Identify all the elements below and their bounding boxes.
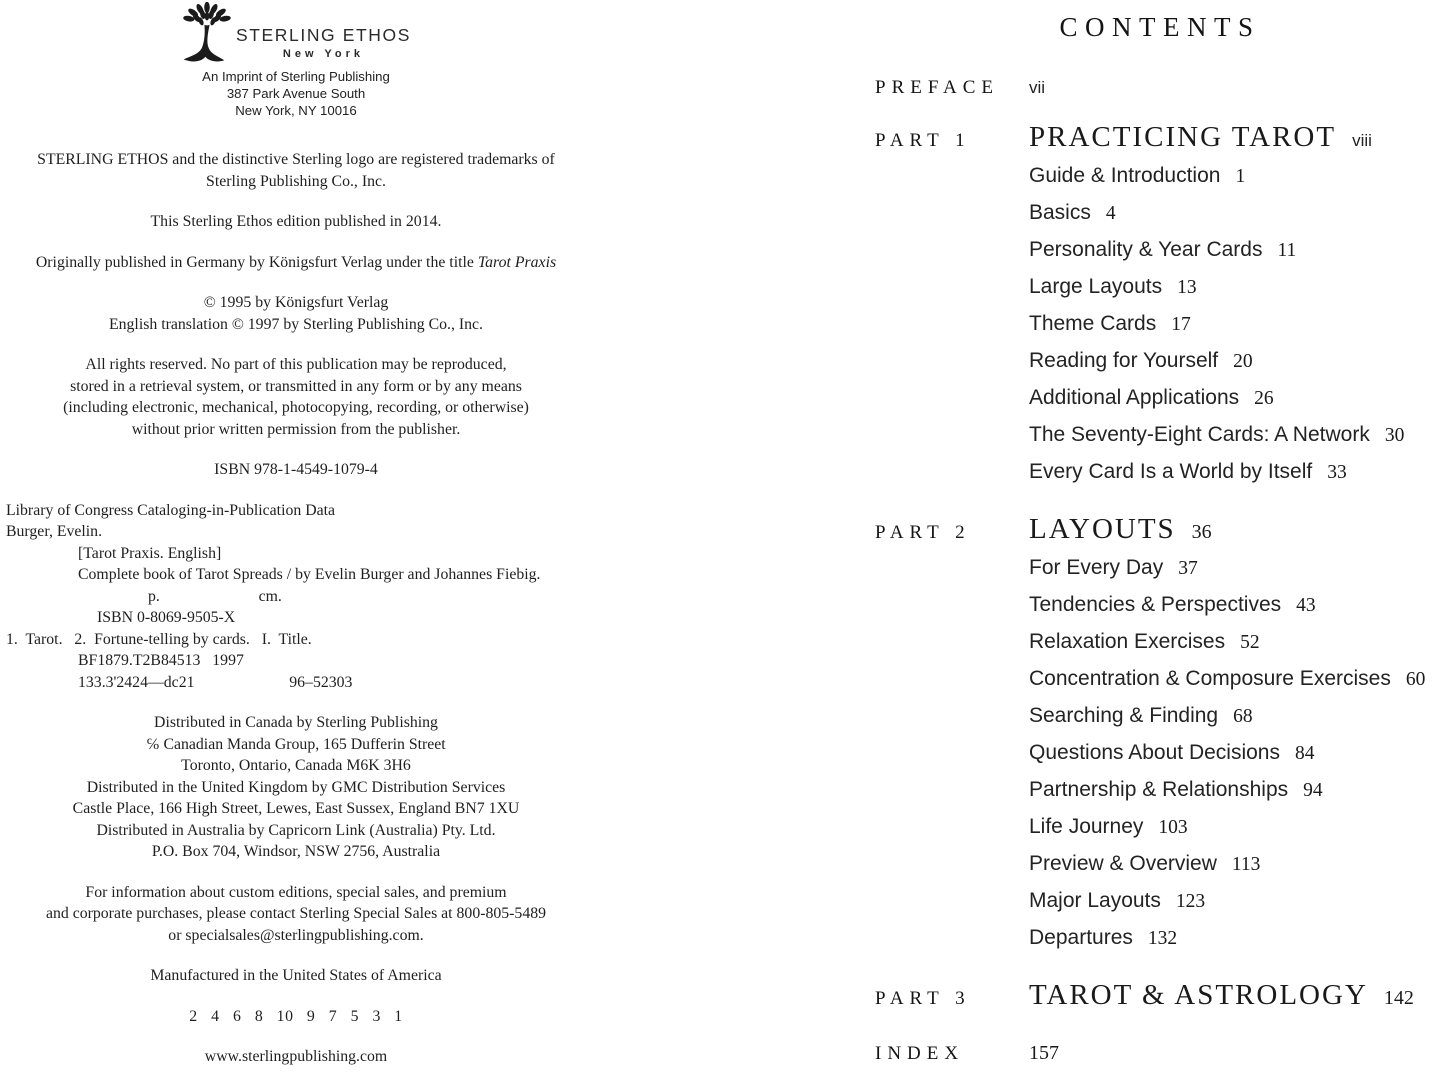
toc-item-title: The Seventy-Eight Cards: A Network: [1029, 423, 1370, 446]
toc-item: [875, 269, 1445, 306]
text-line: 2 4 6 8 10 9 7 5 3 1: [189, 1007, 403, 1025]
text-line: [0, 252, 592, 274]
toc-part-label: PART 1: [875, 130, 971, 151]
text-line: Castle Place, 166 High Street, Lewes, East Sussex, England BN7 1XU: [72, 800, 520, 818]
toc-entry-page: 157: [1029, 1042, 1059, 1064]
toc-item-cell: [1029, 380, 1445, 417]
toc-item-cell: [1029, 195, 1445, 232]
print-run-line: [0, 1006, 592, 1028]
text-line: Burger, Evelin.: [6, 523, 103, 541]
toc-item-cell: [1029, 232, 1445, 269]
toc-part-header: [875, 513, 1445, 546]
toc-item-cell: [1029, 920, 1445, 957]
toc-item: [875, 306, 1445, 343]
toc-item-cell: [1029, 883, 1445, 920]
toc-item-page: 26: [1254, 388, 1274, 409]
toc-item-page: 94: [1303, 780, 1323, 801]
text-line: English translation © 1997 by Sterling Publishing Co., Inc.: [108, 315, 483, 333]
tree-trunk: [184, 25, 225, 62]
toc-item-cell: [1029, 158, 1445, 195]
toc-entry-preface: [875, 77, 1445, 99]
toc-item-cell: [1029, 343, 1445, 380]
toc-part-title: LAYOUTS: [1029, 513, 1176, 545]
toc-item-page: 52: [1240, 632, 1260, 653]
toc-item-page: 1: [1235, 166, 1246, 187]
text-segment: Originally published in Germany by Königsfurt Verlag under the title: [35, 253, 478, 271]
text-line: or specialsales@sterlingpublishing.com.: [168, 926, 424, 944]
text-line: Manufactured in the United States of America: [150, 967, 442, 985]
toc-part-title: PRACTICING TAROT: [1029, 121, 1337, 153]
toc-item: [875, 920, 1445, 957]
toc-item-title: Life Journey: [1029, 815, 1144, 838]
toc-item-title: Every Card Is a World by Itself: [1029, 460, 1313, 483]
toc-item-cell: [1029, 417, 1445, 454]
copyright-lines: [0, 292, 592, 335]
toc-item-title: Concentration & Composure Exercises: [1029, 667, 1391, 690]
text-line: Complete book of Tarot Spreads / by Evelin Burger and Johannes Fiebig.: [78, 566, 541, 584]
text-line: stored in a retrieval system, or transmitted in any form or by any means: [70, 377, 522, 395]
toc-item-page: 4: [1105, 203, 1116, 224]
toc-item-cell: [1029, 306, 1445, 343]
toc-item: [875, 417, 1445, 454]
toc-item-title: Partnership & Relationships: [1029, 778, 1289, 801]
toc-part-page: 36: [1191, 521, 1212, 543]
toc-item-cell: [1029, 454, 1445, 491]
imprint-line: An Imprint of Sterling Publishing: [202, 69, 390, 84]
toc-part-title-cell: [1029, 513, 1445, 546]
toc-item-page: 17: [1171, 314, 1191, 335]
trademark-notice: [0, 149, 592, 192]
text-line: ℅ Canadian Manda Group, 165 Dufferin Street: [146, 735, 446, 753]
toc-item-title: Questions About Decisions: [1029, 741, 1280, 764]
copyright-page: [0, 0, 592, 1087]
toc-item: [875, 735, 1445, 772]
text-line: ISBN 978-1-4549-1079-4: [214, 461, 378, 479]
toc-item-title: Theme Cards: [1029, 312, 1157, 335]
imprint-line: New York, NY 10016: [235, 102, 357, 118]
toc-item: [875, 809, 1445, 846]
toc-item: [875, 772, 1445, 809]
toc-entry-label: INDEX: [875, 1043, 965, 1064]
distribution-info: [0, 712, 592, 863]
text-line: p. cm.: [148, 587, 282, 605]
toc-item-title: Additional Applications: [1029, 386, 1240, 409]
contents-list: [875, 77, 1445, 1065]
text-line: All rights reserved. No part of this publication may be reproduced,: [85, 356, 507, 374]
toc-item-cell: [1029, 772, 1445, 809]
toc-item-page: 113: [1231, 854, 1261, 875]
toc-item-cell: [1029, 550, 1445, 587]
toc-item-cell: [1029, 698, 1445, 735]
toc-item-title: Major Layouts: [1029, 889, 1161, 912]
toc-item-page: 43: [1296, 595, 1316, 616]
toc-item: [875, 624, 1445, 661]
text-line: For information about custom editions, special sales, and premium: [85, 883, 507, 901]
text-line: Distributed in Australia by Capricorn Link (Australia) Pty. Ltd.: [96, 821, 496, 839]
toc-item-title: Tendencies & Perspectives: [1029, 593, 1282, 616]
publisher-logo-block: [0, 2, 592, 119]
toc-item-cell: [1029, 624, 1445, 661]
toc-item: [875, 883, 1445, 920]
text-line: Toronto, Ontario, Canada M6K 3H6: [181, 757, 411, 775]
toc-item-page: 60: [1405, 669, 1426, 690]
toc-item-cell: [1029, 809, 1445, 846]
toc-item-cell: [1029, 735, 1445, 772]
contents-title: CONTENTS: [1059, 12, 1261, 42]
text-line: (including electronic, mechanical, photocopying, recording, or otherwise): [63, 399, 529, 417]
toc-item: [875, 661, 1445, 698]
toc-item-page: 30: [1384, 425, 1405, 446]
toc-item: [875, 698, 1445, 735]
toc-item-title: Personality & Year Cards: [1029, 238, 1263, 261]
toc-item: [875, 343, 1445, 380]
toc-item-cell: [1029, 269, 1445, 306]
text-line: [Tarot Praxis. English]: [78, 544, 222, 562]
publisher-logo: [0, 2, 592, 60]
toc-item-title: For Every Day: [1029, 556, 1164, 579]
manufactured-note: [0, 965, 592, 987]
publisher-name: STERLING ETHOS: [235, 25, 412, 45]
toc-item-title: Preview & Overview: [1029, 852, 1217, 875]
imprint-address: [0, 69, 592, 119]
toc-item-title: Basics: [1029, 201, 1091, 224]
publisher-website: [0, 1046, 592, 1068]
imprint-line: 387 Park Avenue South: [226, 85, 366, 101]
toc-item-page: 20: [1233, 351, 1253, 372]
toc-entry-label: PREFACE: [875, 77, 1000, 98]
text-line: © 1995 by Königsfurt Verlag: [203, 294, 389, 312]
toc-part-title: TAROT & ASTROLOGY: [1029, 979, 1368, 1011]
toc-item: [875, 158, 1445, 195]
edition-note: [0, 211, 592, 233]
text-line: 1. Tarot. 2. Fortune-telling by cards. I. Title.: [6, 630, 312, 648]
text-line: and corporate purchases, please contact Sterling Special Sales at 800-805-5489: [45, 905, 547, 923]
toc-item-title: Departures: [1029, 926, 1133, 949]
toc-item-title: Relaxation Exercises: [1029, 630, 1226, 653]
tree-logo-icon: [181, 2, 233, 66]
text-line: BF1879.T2B84513 1997: [78, 652, 244, 670]
toc-entry-page: vii: [1029, 78, 1046, 97]
toc-item: [875, 454, 1445, 491]
toc-part-label: PART 3: [875, 988, 971, 1009]
text-line: 133.3'2424—dc21 96–52303: [78, 673, 353, 691]
text-line: Library of Congress Cataloging-in-Publication Data: [6, 501, 336, 519]
contents-page: [860, 0, 1445, 1065]
toc-item-page: 132: [1147, 928, 1178, 949]
text-line: without prior written permission from the publisher.: [131, 420, 461, 438]
special-sales-info: [0, 882, 592, 947]
toc-part-page: viii: [1352, 131, 1372, 150]
toc-item: [875, 232, 1445, 269]
toc-item-page: 123: [1175, 891, 1206, 912]
toc-item: [875, 846, 1445, 883]
text-line: P.O. Box 704, Windsor, NSW 2756, Australia: [151, 843, 441, 861]
toc-item-page: 33: [1327, 462, 1347, 483]
toc-item-title: Reading for Yourself: [1029, 349, 1219, 372]
toc-part-header: [875, 979, 1445, 1012]
toc-part-header: [875, 121, 1445, 154]
toc-item-page: 11: [1277, 240, 1297, 261]
toc-item-title: Guide & Introduction: [1029, 164, 1221, 187]
loc-cataloging-data: [0, 500, 592, 694]
text-line: ISBN 0-8069-9505-X: [97, 609, 236, 627]
publisher-name-block: [236, 25, 411, 60]
toc-item-cell: [1029, 661, 1445, 698]
text-line: Distributed in Canada by Sterling Publishing: [154, 714, 438, 732]
text-line: www.sterlingpublishing.com: [204, 1048, 388, 1066]
toc-item-page: 68: [1233, 706, 1253, 727]
toc-item-title: Large Layouts: [1029, 275, 1163, 298]
italic-text: Tarot Praxis: [477, 253, 557, 271]
tree-leaves: [183, 2, 231, 26]
toc-item: [875, 195, 1445, 232]
toc-item-cell: [1029, 846, 1445, 883]
toc-part-title-cell: [1029, 121, 1445, 154]
toc-part-title-cell: [1029, 979, 1445, 1012]
publisher-city: New York: [282, 48, 365, 60]
text-line: Sterling Publishing Co., Inc.: [206, 172, 386, 190]
original-publication-note: [0, 252, 592, 274]
toc-item: [875, 380, 1445, 417]
text-line: STERLING ETHOS and the distinctive Sterling logo are registered trademarks of: [37, 151, 555, 169]
copyright-text-blocks: [0, 149, 592, 1068]
toc-item-title: Searching & Finding: [1029, 704, 1219, 727]
toc-item-page: 84: [1294, 743, 1315, 764]
isbn-current: [0, 459, 592, 481]
text-line: Distributed in the United Kingdom by GMC Distribution Services: [86, 778, 506, 796]
toc-item: [875, 550, 1445, 587]
toc-item-page: 37: [1178, 558, 1198, 579]
text-line: This Sterling Ethos edition published in 2014.: [150, 213, 442, 231]
toc-item-page: 13: [1177, 277, 1197, 298]
toc-entry-index: [875, 1042, 1445, 1065]
toc-part-label: PART 2: [875, 522, 971, 543]
toc-item-page: 103: [1158, 817, 1188, 838]
toc-item-cell: [1029, 587, 1445, 624]
toc-item: [875, 587, 1445, 624]
toc-part-page: 142: [1383, 987, 1414, 1009]
rights-notice: [0, 354, 592, 440]
